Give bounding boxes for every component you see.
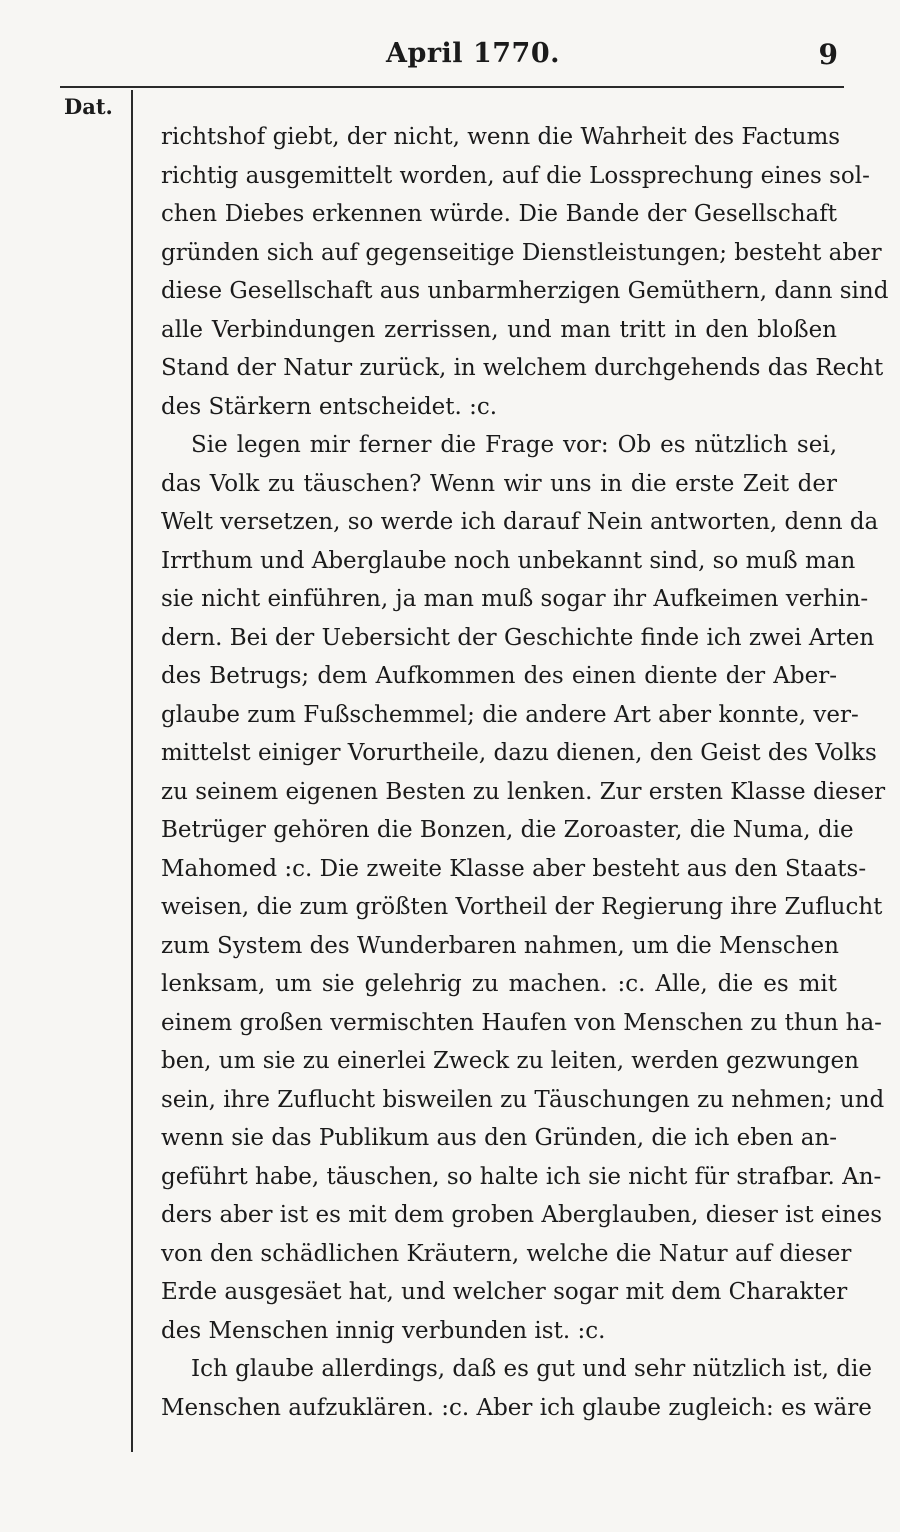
text-line: ders aber ist es mit dem groben Aberglauben, dieser ist eines <box>161 1202 883 1228</box>
page-number: 9 <box>818 38 838 71</box>
text-line: richtshof giebt, der nicht, wenn die Wahrheit des Factums <box>161 124 841 150</box>
text-line: des Betrugs; dem Aufkommen des einen diente der Aber- <box>161 663 837 689</box>
text-line: Irrthum und Aberglaube noch unbekannt sind, so muß man <box>161 547 856 574</box>
text-line: mittelst einiger Vorurtheile, dazu dienen, den Geist des Volks <box>161 740 877 766</box>
text-line: chen Diebes erkennen würde. Die Bande der Gesellschaft <box>161 201 837 227</box>
running-title: April 1770. <box>386 38 561 69</box>
text-line: ben, um sie zu einerlei Zweck zu leiten, werden gezwungen <box>161 1048 859 1074</box>
text-line: Erde ausgesäet hat, und welcher sogar mit dem Charakter <box>161 1279 848 1305</box>
text-line: zu seinem eigenen Besten zu lenken. Zur ersten Klasse dieser <box>161 778 886 805</box>
text-line: Menschen aufzuklären. :c. Aber ich glaube zugleich: es wäre <box>161 1394 872 1421</box>
text-line: Welt versetzen, so werde ich darauf Nein antworten, denn da <box>161 509 879 535</box>
text-line: sie nicht einführen, ja man muß sogar ihr Aufkeimen verhin- <box>161 586 869 612</box>
page-header <box>0 38 900 78</box>
text-line: einem großen vermischten Haufen von Menschen zu thun ha- <box>161 1009 882 1036</box>
text-line: von den schädlichen Kräutern, welche die Natur auf dieser <box>161 1240 852 1267</box>
text-line: richtig ausgemittelt worden, auf die Lossprechung eines sol- <box>161 162 870 189</box>
text-line: des Stärkern entscheidet. :c. <box>161 393 498 420</box>
text-line: das Volk zu täuschen? Wenn wir uns in die erste Zeit der <box>161 470 837 497</box>
text-line: Ich glaube allerdings, daß es gut und sehr nützlich ist, die <box>191 1356 872 1382</box>
text-line: geführt habe, täuschen, so halte ich sie nicht für strafbar. An- <box>161 1163 882 1190</box>
text-line: sein, ihre Zuflucht bisweilen zu Täuschungen zu nehmen; und <box>161 1086 885 1113</box>
text-line: dern. Bei der Uebersicht der Geschichte finde ich zwei Arten <box>161 624 875 651</box>
margin-label: Dat. <box>64 94 113 119</box>
header-rule <box>60 86 844 88</box>
text-line: alle Verbindungen zerrissen, und man tritt in den bloßen <box>161 316 837 343</box>
text-line: wenn sie das Publikum aus den Gründen, die ich eben an- <box>161 1125 838 1151</box>
text-line: Betrüger gehören die Bonzen, die Zoroaster, die Numa, die <box>161 817 854 843</box>
text-line: weisen, die zum größten Vortheil der Regierung ihre Zuflucht <box>161 894 883 920</box>
text-line: zum System des Wunderbaren nahmen, um die Menschen <box>161 932 839 959</box>
text-line: Mahomed :c. Die zweite Klasse aber besteht aus den Staats- <box>161 855 867 882</box>
text-line: diese Gesellschaft aus unbarmherzigen Gemüthern, dann sind <box>161 278 889 304</box>
body-text <box>161 118 889 1427</box>
text-line: glaube zum Fußschemmel; die andere Art aber konnte, ver- <box>161 701 859 728</box>
text-line: Sie legen mir ferner die Frage vor: Ob es nützlich sei, <box>191 432 837 458</box>
column-rule <box>131 90 133 1452</box>
text-line: Stand der Natur zurück, in welchem durchgehends das Recht <box>161 355 884 381</box>
text-line: des Menschen innig verbunden ist. :c. <box>161 1317 606 1344</box>
text-line: lenksam, um sie gelehrig zu machen. :c. Alle, die es mit <box>161 971 837 997</box>
text-line: gründen sich auf gegenseitige Dienstleistungen; besteht aber <box>161 239 882 266</box>
